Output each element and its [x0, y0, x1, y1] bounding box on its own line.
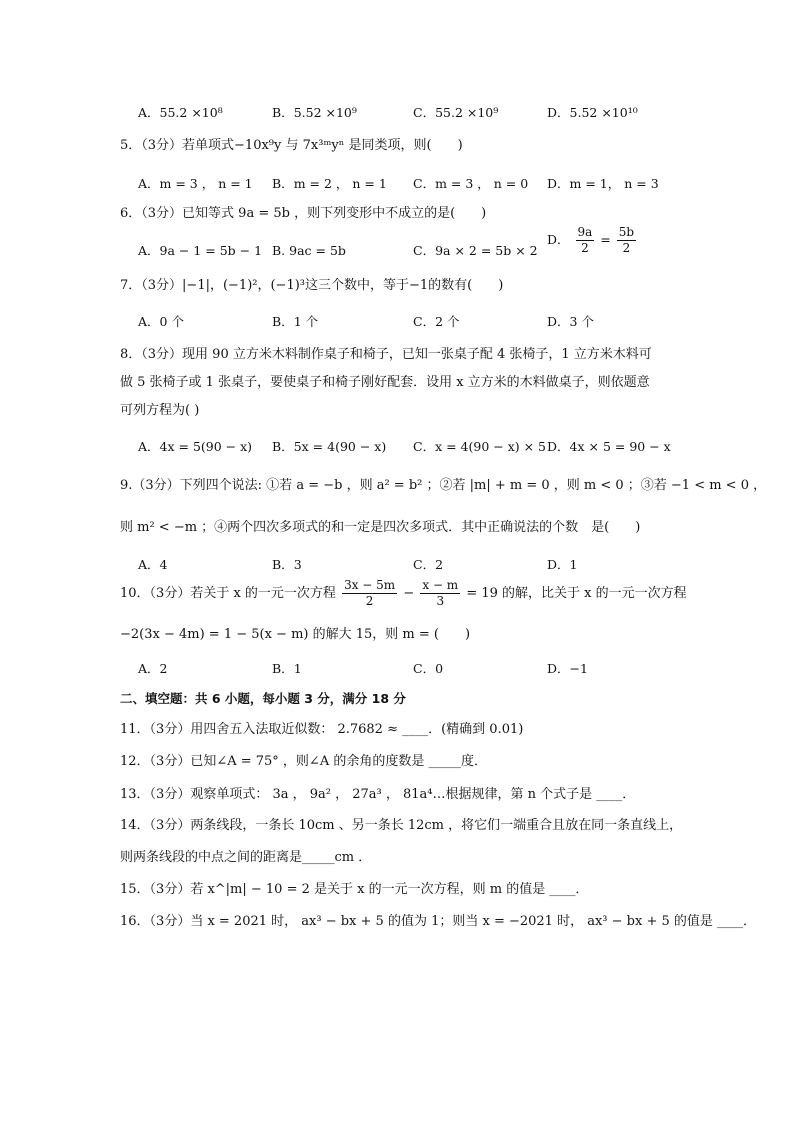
q6-d-fraction-left: $\frac{9a}{2}$: [577, 225, 593, 255]
q9-option-c: C．2: [413, 557, 444, 572]
q6-d-fraction-right: $\frac{5b}{2}$: [618, 225, 635, 255]
q6-option-c: C．9a × 2 = 5b × 2: [413, 243, 538, 258]
q12: 12．（3分）已知∠A = 75° ，则∠A 的余角的度数是 _____度．: [120, 754, 487, 769]
q7-option-c: C．2 个: [413, 314, 460, 329]
q9-option-b: B．3: [272, 557, 302, 572]
q6-option-a: A．9a − 1 = 5b − 1: [138, 243, 263, 258]
q9-stem-line-1: 9.（3分）下列四个说法: ①若 a = −b ，则 a² = b² ；②若 |m| + m = 0 ，则 m < 0 ；③若 −1 < m < 0 ，: [120, 478, 767, 493]
q10-fraction-2: $\frac{x - m}{3}$: [422, 578, 459, 608]
q10-stem-line-1: 10．（3分）若关于 x 的一元一次方程 $\frac{3x - 5m}{2}$ − $\frac{x - m}{3}$ = 19 的解，比关于 x 的一元一次方程: [120, 578, 687, 608]
q4-option-c: C．55.2 ×10⁹: [413, 105, 499, 120]
q4-option-d: D．5.52 ×10¹⁰: [547, 105, 638, 120]
q8-stem-line-3: 可列方程为( ): [120, 403, 200, 418]
q9-option-a: A．4: [138, 557, 168, 572]
q8-stem-line-2: 做 5 张椅子或 1 张桌子，要使桌子和椅子刚好配套．设用 x 立方米的木料做桌子，则依题意: [120, 375, 650, 390]
q6-option-b: B. 9ac = 5b: [272, 243, 346, 258]
q9-option-d: D．1: [547, 557, 578, 572]
q16: 16．（3分）当 x = 2021 时， ax³ − bx + 5 的值为 1；则当 x = −2021 时， ax³ − bx + 5 的值是 ____．: [120, 914, 757, 929]
q4-option-a: A．55.2 ×10⁸: [138, 105, 223, 120]
q10-option-c: C．0: [413, 661, 444, 676]
q7-option-b: B．1 个: [272, 314, 319, 329]
q8-option-c: C．x = 4(90 − x) × 5: [413, 439, 547, 454]
q6-option-d: D． $\frac{9a}{2}$ = $\frac{5b}{2}$: [547, 225, 635, 255]
q8-option-d: D．4x × 5 = 90 − x: [547, 439, 671, 454]
q7-option-d: D．3 个: [547, 314, 594, 329]
q11: 11．（3分）用四舍五入法取近似数： 2.7682 ≈ ____．(精确到 0.01): [120, 722, 524, 737]
q15: 15．（3分）若 x^|m| − 10 = 2 是关于 x 的一元一次方程，则 m 的值是 ____．: [120, 882, 589, 897]
q10-option-b: B．1: [272, 661, 302, 676]
q10-option-d: D．−1: [547, 661, 588, 676]
q5-stem: 5．（3分）若单项式−10x⁹y 与 7x³ᵐyⁿ 是同类项，则( ): [120, 138, 463, 153]
q5-option-a: A．m = 3 ， n = 1: [138, 176, 253, 191]
q14-line-1: 14．（3分）两条线段，一条长 10cm 、另一条长 12cm ，将它们一端重合且放在同一条直线上，: [120, 818, 683, 833]
q14-line-2: 则两条线段的中点之间的距离是_____cm ．: [120, 850, 372, 865]
q8-stem-line-1: 8．（3分）现用 90 立方米木料制作桌子和椅子，已知一张桌子配 4 张椅子，1 立方米木料可: [120, 347, 652, 362]
q10-stem-line-2: −2(3x − 4m) = 1 − 5(x − m) 的解大 15，则 m = ( ): [120, 627, 471, 642]
q8-option-a: A．4x = 5(90 − x): [138, 439, 253, 454]
q6-stem: 6．（3分）已知等式 9a = 5b ，则下列变形中不成立的是( ): [120, 206, 487, 221]
q5-option-c: C．m = 3 ， n = 0: [413, 176, 529, 191]
q10-option-a: A．2: [138, 661, 168, 676]
q7-option-a: A．0 个: [138, 314, 184, 329]
q5-option-b: B．m = 2 ， n = 1: [272, 176, 387, 191]
q4-option-b: B．5.52 ×10⁹: [272, 105, 357, 120]
q8-option-b: B．5x = 4(90 − x): [272, 439, 387, 454]
section-2-title: 二、填空题：共 6 小题，每小题 3 分，满分 18 分: [120, 691, 406, 706]
q5-option-d: D．m = 1， n = 3: [547, 176, 659, 191]
q13: 13．（3分）观察单项式： 3a ， 9a² ， 27a³ ， 81a⁴…根据规律，第 n 个式子是 ____．: [120, 787, 636, 802]
q9-stem-line-2: 则 m² < −m ；④两个四次多项式的和一定是四次多项式．其中正确说法的个数 是( ): [120, 520, 641, 535]
q10-fraction-1: $\frac{3x - 5m}{2}$: [344, 578, 396, 608]
q7-stem: 7．（3分）|−1|，(−1)²，(−1)³这三个数中，等于−1的数有( ): [120, 278, 504, 293]
